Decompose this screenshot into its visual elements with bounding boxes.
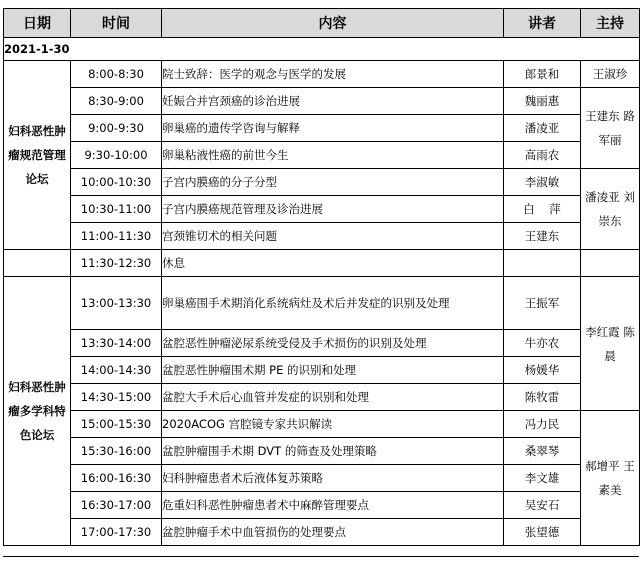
speaker-cell: 白 萍 [504, 196, 581, 223]
speaker-cell: 魏丽惠 [504, 88, 581, 115]
topic-cell: 卵巢癌的遗传学咨询与解释 [162, 115, 504, 142]
time-cell: 9:30-10:00 [71, 142, 162, 169]
topic-cell: 2020ACOG 宫腔镜专家共识解读 [162, 411, 504, 438]
speaker-cell: 吴安石 [504, 492, 581, 519]
host-cell: 王建东 路军丽 [581, 88, 640, 169]
page-bottom-rule [3, 556, 639, 557]
header-host: 主持 [581, 9, 640, 38]
topic-cell: 卵巢粘液性癌的前世今生 [162, 142, 504, 169]
table-row [4, 330, 640, 357]
break-row [4, 250, 640, 277]
topic-cell: 宫颈锥切术的相关问题 [162, 223, 504, 250]
topic-cell: 子宫内膜癌的分子分型 [162, 169, 504, 196]
speaker-cell: 桑翠琴 [504, 438, 581, 465]
time-cell: 14:00-14:30 [71, 357, 162, 384]
table-row [4, 115, 640, 142]
topic-cell: 盆腔肿瘤围手术期 DVT 的筛查及处理策略 [162, 438, 504, 465]
schedule-table [3, 8, 640, 546]
speaker-cell: 冯力民 [504, 411, 581, 438]
topic-cell: 盆腔恶性肿瘤围术期 PE 的识别和处理 [162, 357, 504, 384]
table-row [4, 492, 640, 519]
time-cell: 15:00-15:30 [71, 411, 162, 438]
speaker-cell: 郎景和 [504, 61, 581, 88]
host-cell [581, 250, 640, 277]
topic-cell: 危重妇科恶性肿瘤患者术中麻醉管理要点 [162, 492, 504, 519]
table-row [4, 169, 640, 196]
host-cell: 潘凌亚 刘崇东 [581, 169, 640, 250]
table-row [4, 88, 640, 115]
time-cell: 11:30-12:30 [71, 250, 162, 277]
break-empty-cell [4, 250, 71, 277]
table-row [4, 384, 640, 411]
host-cell: 郝增平 王素美 [581, 411, 640, 546]
header-speaker: 讲者 [504, 9, 581, 38]
table-row [4, 277, 640, 330]
topic-cell: 休息 [162, 250, 504, 277]
header-content: 内容 [162, 9, 504, 38]
topic-cell: 盆腔肿瘤手术中血管损伤的处理要点 [162, 519, 504, 546]
header-time: 时间 [71, 9, 162, 38]
table-row [4, 465, 640, 492]
speaker-cell: 张望德 [504, 519, 581, 546]
speaker-cell: 高雨农 [504, 142, 581, 169]
table-row [4, 357, 640, 384]
host-cell: 王淑珍 [581, 61, 640, 88]
speaker-cell: 王建东 [504, 223, 581, 250]
speaker-cell [504, 250, 581, 277]
header-row [4, 9, 640, 38]
time-cell: 8:30-9:00 [71, 88, 162, 115]
topic-cell: 卵巢癌围手术期消化系统病灶及术后并发症的识别及处理 [162, 277, 504, 330]
time-cell: 13:00-13:30 [71, 277, 162, 330]
table-row [4, 196, 640, 223]
speaker-cell: 王振军 [504, 277, 581, 330]
topic-cell: 妇科肿瘤患者术后液体复苏策略 [162, 465, 504, 492]
topic-cell: 院士致辞：医学的观念与医学的发展 [162, 61, 504, 88]
time-cell: 10:00-10:30 [71, 169, 162, 196]
time-cell: 14:30-15:00 [71, 384, 162, 411]
time-cell: 16:00-16:30 [71, 465, 162, 492]
host-cell: 李红霞 陈 晨 [581, 277, 640, 411]
speaker-cell: 李文雄 [504, 465, 581, 492]
speaker-cell: 杨媛华 [504, 357, 581, 384]
speaker-cell: 陈牧雷 [504, 384, 581, 411]
time-cell: 10:30-11:00 [71, 196, 162, 223]
time-cell: 9:00-9:30 [71, 115, 162, 142]
table-row [4, 438, 640, 465]
speaker-cell: 潘凌亚 [504, 115, 581, 142]
time-cell: 11:00-11:30 [71, 223, 162, 250]
speaker-cell: 李淑敏 [504, 169, 581, 196]
table-row [4, 411, 640, 438]
topic-cell: 盆腔大手术后心血管并发症的识别和处理 [162, 384, 504, 411]
time-cell: 8:00-8:30 [71, 61, 162, 88]
topic-cell: 子宫内膜癌规范管理及诊治进展 [162, 196, 504, 223]
session2-name: 妇科恶性肿瘤多学科特色论坛 [4, 277, 71, 546]
time-cell: 16:30-17:00 [71, 492, 162, 519]
table-row [4, 142, 640, 169]
time-cell: 15:30-16:00 [71, 438, 162, 465]
table-row [4, 519, 640, 546]
topic-cell: 妊娠合并宫颈癌的诊治进展 [162, 88, 504, 115]
topic-cell: 盆腔恶性肿瘤泌尿系统受侵及手术损伤的识别及处理 [162, 330, 504, 357]
date-row [4, 38, 640, 61]
table-row [4, 61, 640, 88]
session1-name: 妇科恶性肿瘤规范管理论坛 [4, 61, 71, 250]
speaker-cell: 牛亦农 [504, 330, 581, 357]
date-label: 2021-1-30 [4, 38, 640, 61]
time-cell: 13:30-14:00 [71, 330, 162, 357]
header-date: 日期 [4, 9, 71, 38]
time-cell: 17:00-17:30 [71, 519, 162, 546]
table-row [4, 223, 640, 250]
